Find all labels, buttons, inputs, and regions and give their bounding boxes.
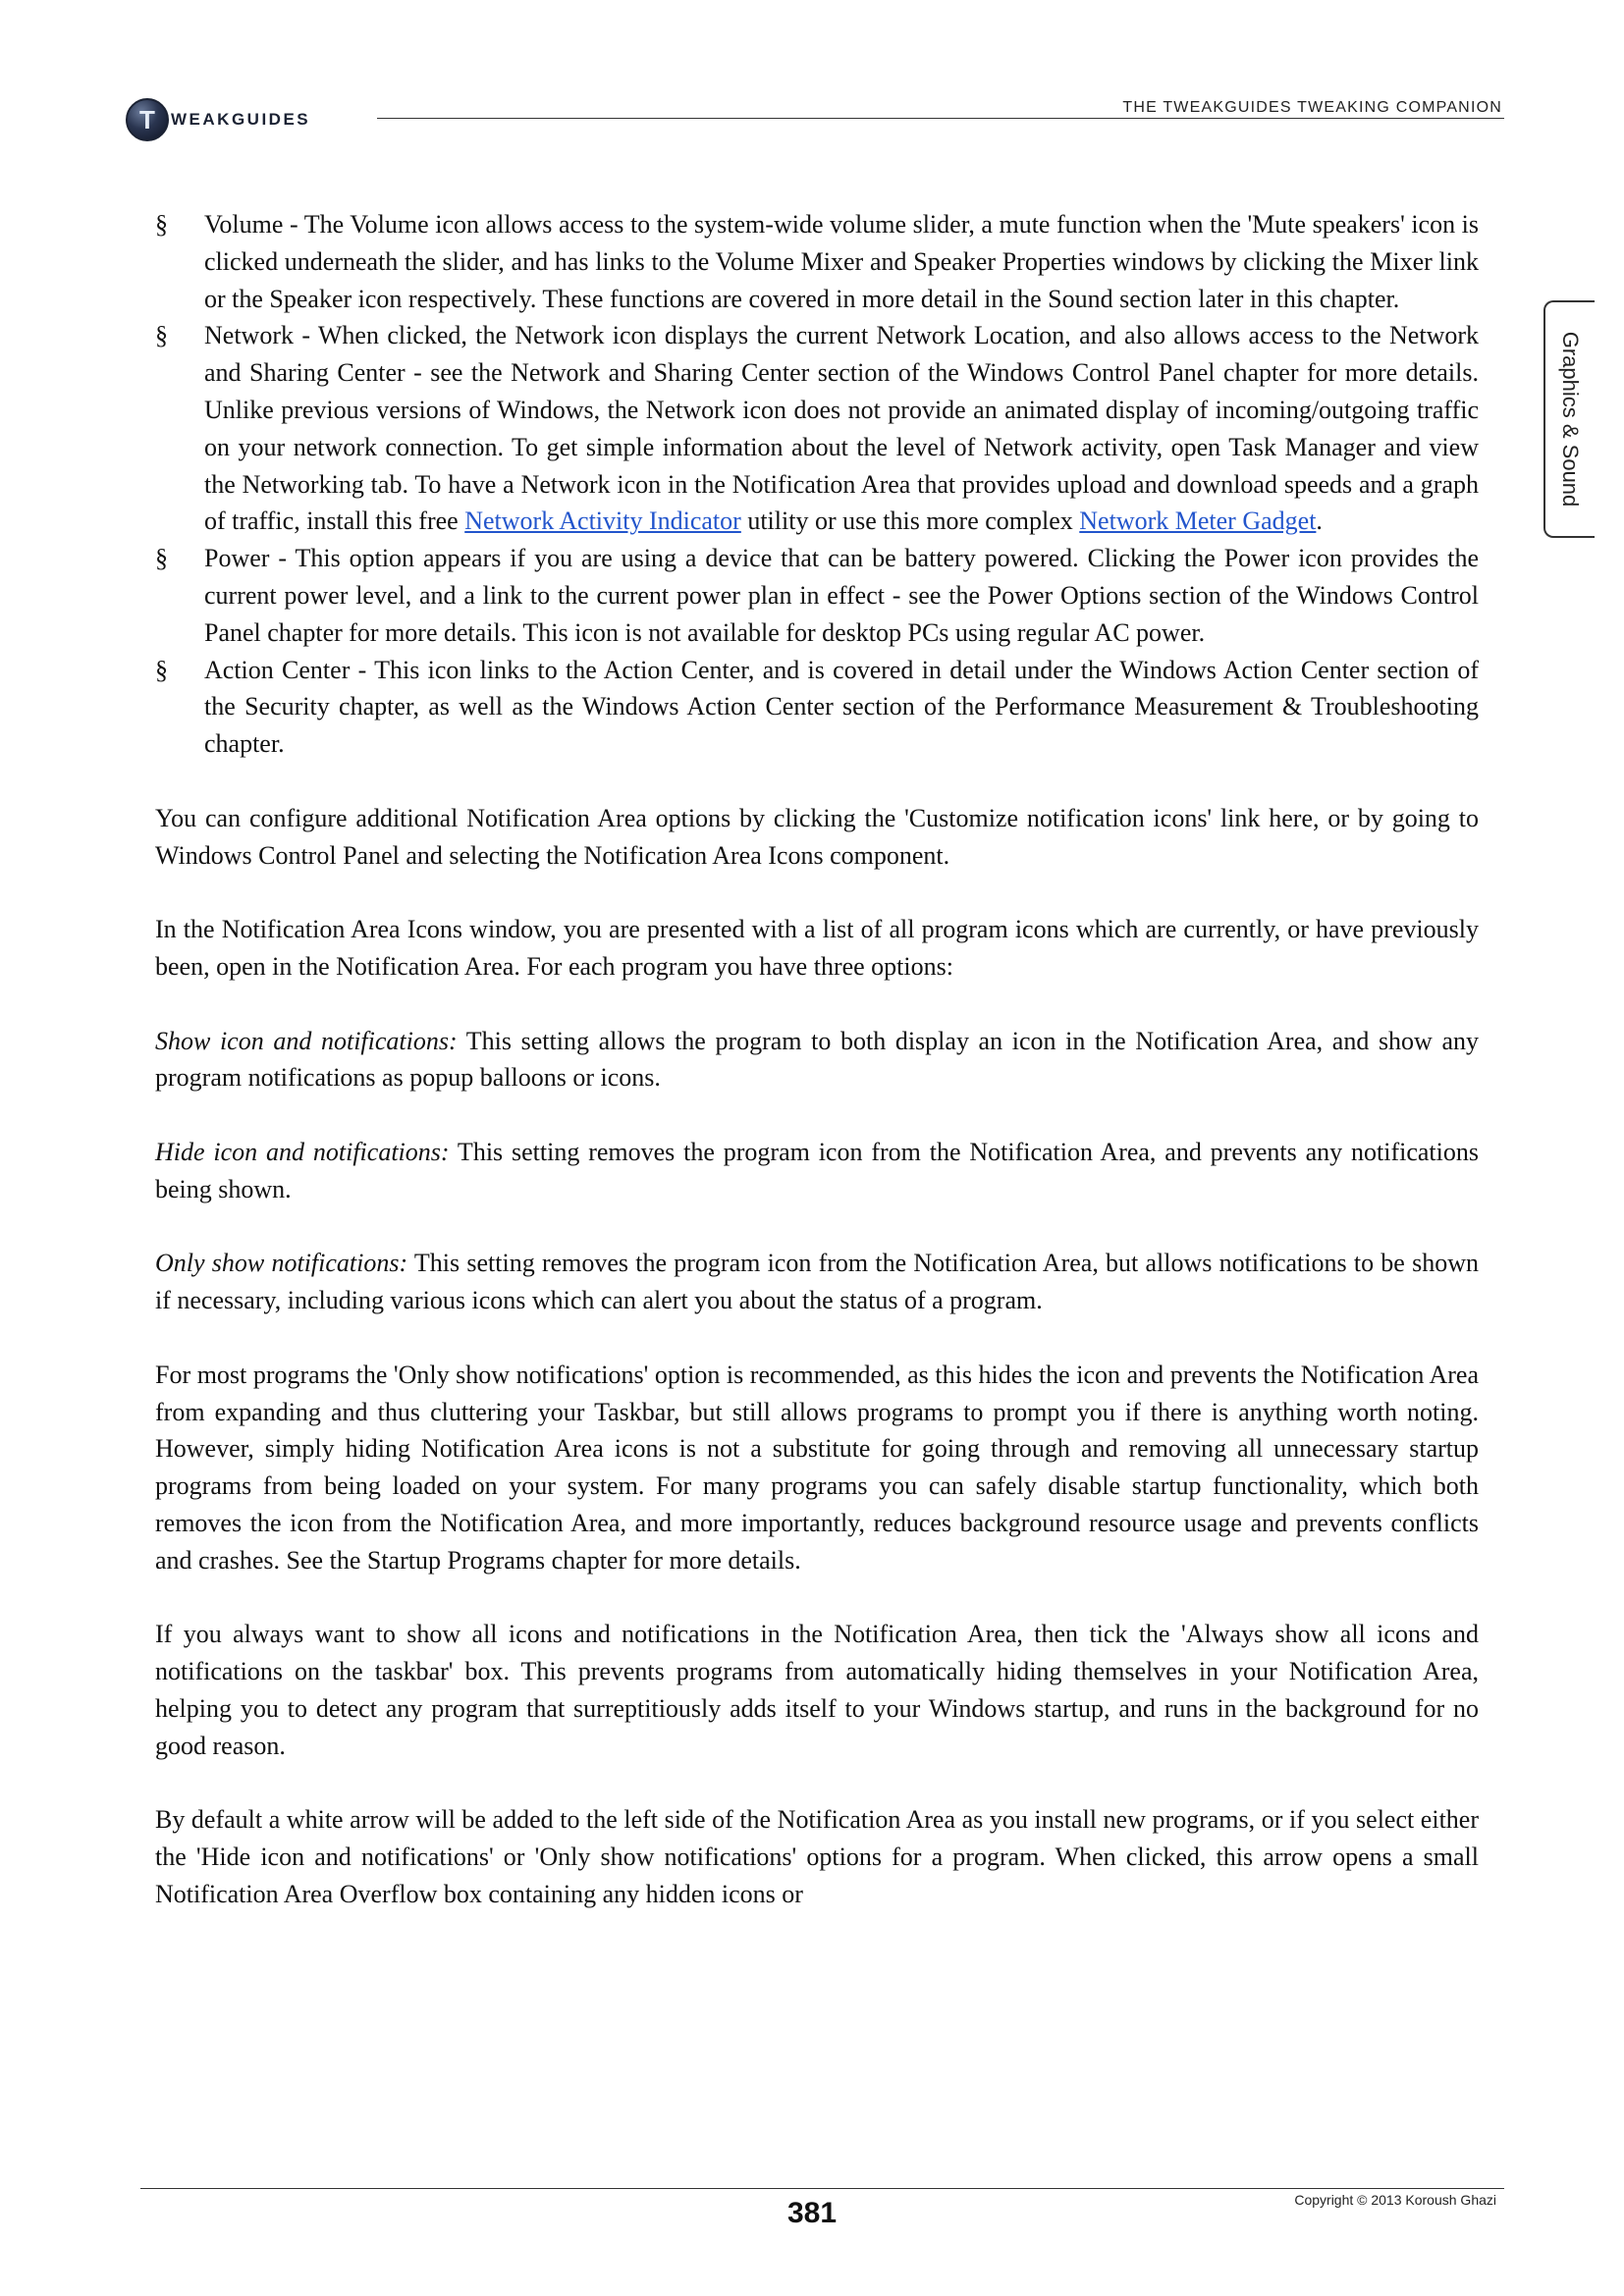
section-bullet: § [155,544,168,573]
list-item [155,540,1479,651]
network-meter-gadget-link[interactable]: Network Meter Gadget [1079,507,1317,536]
paragraph-always-show: If you always want to show all icons and notifications in the Notification Area, then tick the 'Always show all icons and notifications on the taskbar' box. This prevents programs from automatically hiding themselves in your Notification Area, helping you to detect any program that surreptitiously adds itself to your Windows startup, and runs in the background for no good reason. [155,1620,1479,1760]
section-bullet: § [155,655,168,684]
paragraph-customize: You can configure additional Notification Area options by clicking the 'Customize notification icons' link here, or by going to Windows Control Panel and selecting the Notification Area Icons component. [155,803,1479,870]
paragraph-option-only-notifications [155,1245,1479,1319]
paragraph-option-show [155,1023,1479,1097]
bullet-text-network-end: . [1316,507,1323,536]
option-hide-label: Hide icon and notifications: [155,1137,450,1166]
copyright-notice: Copyright © 2013 Koroush Ghazi [1294,2192,1496,2208]
tweakguides-logo [126,96,310,143]
list-item [155,652,1479,763]
paragraph-white-arrow: By default a white arrow will be added to the left side of the Notification Area as you install new programs, or if you select either the 'Hide icon and notifications' or 'Only show notifications' options for a program. When clicked, this arrow opens a small Notification Area Overflow box containing any hidden icons or [155,1805,1479,1908]
section-bullet: § [155,321,168,350]
bullet-text-action-center: Action Center - This icon links to the Action Center, and is covered in detail under the Windows Action Center section of the Security chapter, as well as the Windows Action Center section of the Performance Measurement & Troubleshooting chapter. [204,655,1479,759]
header-divider [377,118,1504,119]
logo-wordmark: WEAKGUIDES [171,110,311,129]
option-show-label: Show icon and notifications: [155,1026,458,1055]
logo-letter: T [139,105,155,134]
notification-icons-list [155,206,1479,763]
paragraph-icons-window: In the Notification Area Icons window, you are presented with a list of all program icons which are currently, or have previously been, open in the Notification Area. For each program you have three options: [155,915,1479,981]
header-title: THE TWEAKGUIDES TWEAKING COMPANION [1122,99,1502,116]
option-only-label: Only show notifications: [155,1249,408,1278]
list-item [155,317,1479,540]
paragraph-recommendation: For most programs the 'Only show notifications' option is recommended, as this hides the icon and prevents the Notification Area from expanding and thus cluttering your Taskbar, but still allows programs to prompt you if there is anything worth noting. However, simply hiding Notification Area icons is not a substitute for going through and removing all unnecessary startup programs from being loaded on your system. For many programs you can safely disable startup functionality, which both removes the icon from the Notification Area, and more importantly, reduces background resource usage and prevents conflicts and crashes. See the Startup Programs chapter for more details. [155,1360,1479,1575]
page-header [0,0,1624,137]
footer-divider [140,2188,1504,2189]
option-show-text: This setting allows the program to both display an icon in the Notification Area, and show any program notifications as popup balloons or icons. [155,1026,1479,1093]
section-side-tab [1543,300,1595,538]
page-content [155,206,1479,1949]
logo-globe-icon [126,98,169,141]
paragraph-option-hide [155,1134,1479,1208]
bullet-text-power: Power - This option appears if you are using a device that can be battery powered. Clicking the Power icon provides the current power level, and a link to the current power plan in effect - see the Power Options section of the Windows Control Panel chapter for more details. This icon is not available for desktop PCs using regular AC power. [204,544,1479,647]
page-number: 381 [786,2197,838,2229]
section-bullet: § [155,210,168,239]
option-hide-text: This setting removes the program icon from the Notification Area, and prevents any notifications being shown. [155,1137,1479,1203]
bullet-text-volume: Volume - The Volume icon allows access to the system-wide volume slider, a mute function when the 'Mute speakers' icon is clicked underneath the slider, and has links to the Volume Mixer and Speaker Properties windows by clicking the Mixer link or the Speaker icon respectively. These functions are covered in more detail in the Sound section later in this chapter. [204,210,1479,313]
side-tab-label: Graphics & Sound [1558,331,1583,507]
list-item [155,206,1479,317]
bullet-text-network-middle: utility or use this more complex [740,507,1080,536]
option-only-text: This setting removes the program icon from the Notification Area, but allows notifications to be shown if necessary, including various icons which can alert you about the status of a program. [155,1249,1479,1315]
bullet-text-network: Network - When clicked, the Network icon displays the current Network Location, and also allows access to the Network and Sharing Center - see the Network and Sharing Center section of the Windows Control Panel chapter for more details. Unlike previous versions of Windows, the Network icon does not provide an animated display of incoming/outgoing traffic on your network connection. To get simple information about the level of Network activity, open Task Manager and view the Networking tab. To have a Network icon in the Notification Area that provides upload and download speeds and a graph of traffic, install this free [204,321,1479,536]
network-activity-indicator-link[interactable]: Network Activity Indicator [464,507,741,536]
